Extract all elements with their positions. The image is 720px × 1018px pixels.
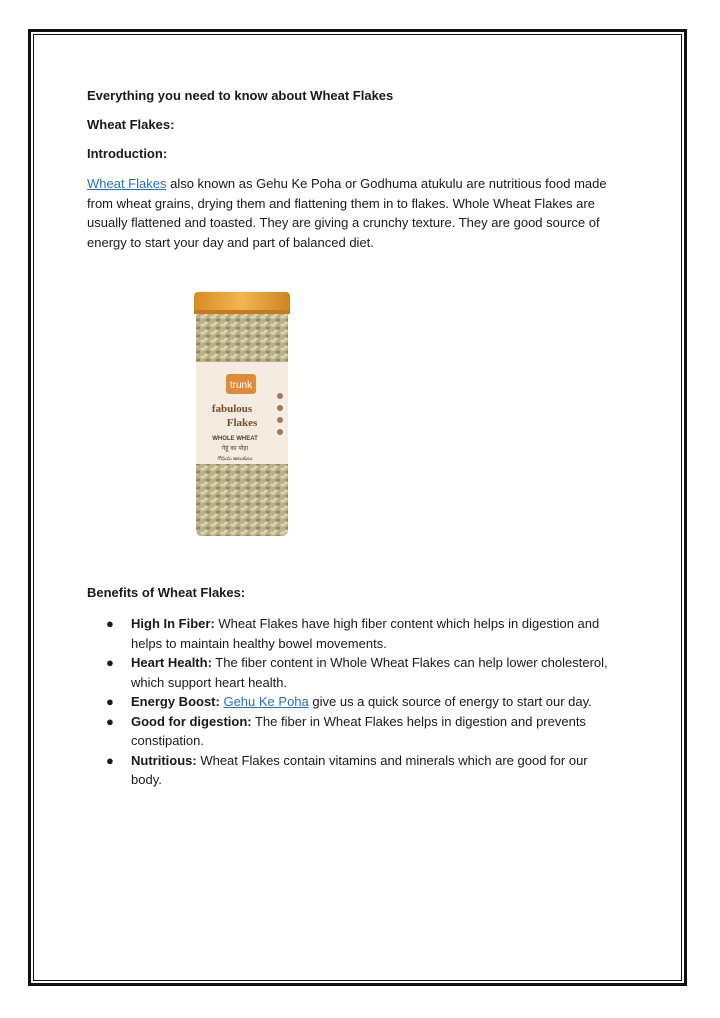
bullet-icon: ● bbox=[106, 713, 114, 729]
benefit-text-cont: constipation. bbox=[131, 733, 204, 748]
intro-line-1-text: also known as Gehu Ke Poha or Godhuma atukulu are nutritious food made bbox=[166, 176, 607, 191]
benefit-item-energy-boost bbox=[87, 692, 632, 712]
wheat-flakes-link[interactable]: Wheat Flakes bbox=[87, 176, 167, 191]
benefit-title: Heart Health: bbox=[131, 655, 212, 670]
bullet-icon: ● bbox=[106, 752, 114, 768]
benefit-item-heart-health bbox=[87, 653, 632, 692]
benefit-text: The fiber in Wheat Flakes helps in digestion and prevents bbox=[251, 713, 586, 729]
label-telugu: గోధుమ అటుకులు bbox=[217, 456, 253, 462]
label-variant: WHOLE WHEAT bbox=[212, 436, 258, 442]
benefit-title: Good for digestion: bbox=[131, 713, 252, 729]
intro-line-1 bbox=[87, 174, 632, 194]
benefit-title: Nutritious: bbox=[131, 752, 197, 768]
benefit-text: Wheat Flakes have high fiber content which helps in digestion and bbox=[214, 616, 600, 631]
intro-line-2: from wheat grains, drying them and flattening them in to flakes. Whole Wheat Flakes are bbox=[87, 195, 595, 211]
benefit-text: Wheat Flakes contain vitamins and minerals which are good for our bbox=[196, 752, 588, 768]
section-heading-benefits: Benefits of Wheat Flakes: bbox=[87, 585, 246, 600]
label-line-2: Flakes bbox=[226, 417, 258, 429]
label-hindi: गेहूं का पोहा bbox=[221, 445, 249, 452]
section-heading-introduction: Introduction: bbox=[87, 146, 168, 161]
product-jar-image bbox=[190, 290, 294, 540]
benefit-text: give us a quick source of energy to start our day. bbox=[308, 694, 592, 709]
brand-text: trunk bbox=[229, 380, 253, 391]
benefit-text-cont: helps to maintain healthy bowel movements. bbox=[131, 635, 387, 651]
benefits-list bbox=[87, 614, 632, 790]
benefit-title: High In Fiber: bbox=[131, 616, 215, 631]
benefit-item-nutritious bbox=[87, 751, 632, 790]
bullet-icon: ● bbox=[106, 694, 114, 709]
section-heading-wheat-flakes: Wheat Flakes: bbox=[87, 117, 175, 132]
page-border bbox=[28, 29, 687, 986]
bullet-icon: ● bbox=[106, 655, 114, 670]
label-line-1: fabulous bbox=[211, 403, 253, 415]
benefit-title: Energy Boost: bbox=[131, 694, 220, 709]
benefit-text-cont: body. bbox=[131, 772, 162, 787]
benefit-item-digestion bbox=[87, 712, 632, 751]
intro-line-3: usually flattened and toasted. They are giving a crunchy texture. They are good source of bbox=[87, 215, 600, 230]
benefit-item-high-fiber bbox=[87, 614, 632, 653]
benefit-text: The fiber content in Whole Wheat Flakes can help lower cholesterol, bbox=[211, 655, 608, 670]
intro-paragraph bbox=[87, 174, 632, 252]
intro-line-4: energy to start your day and part of balanced diet. bbox=[87, 234, 374, 250]
document-title: Everything you need to know about Wheat Flakes bbox=[87, 88, 394, 103]
benefit-text-cont: which support heart health. bbox=[131, 674, 288, 690]
bullet-icon: ● bbox=[106, 616, 114, 631]
gehu-ke-poha-link[interactable]: Gehu Ke Poha bbox=[223, 694, 309, 709]
